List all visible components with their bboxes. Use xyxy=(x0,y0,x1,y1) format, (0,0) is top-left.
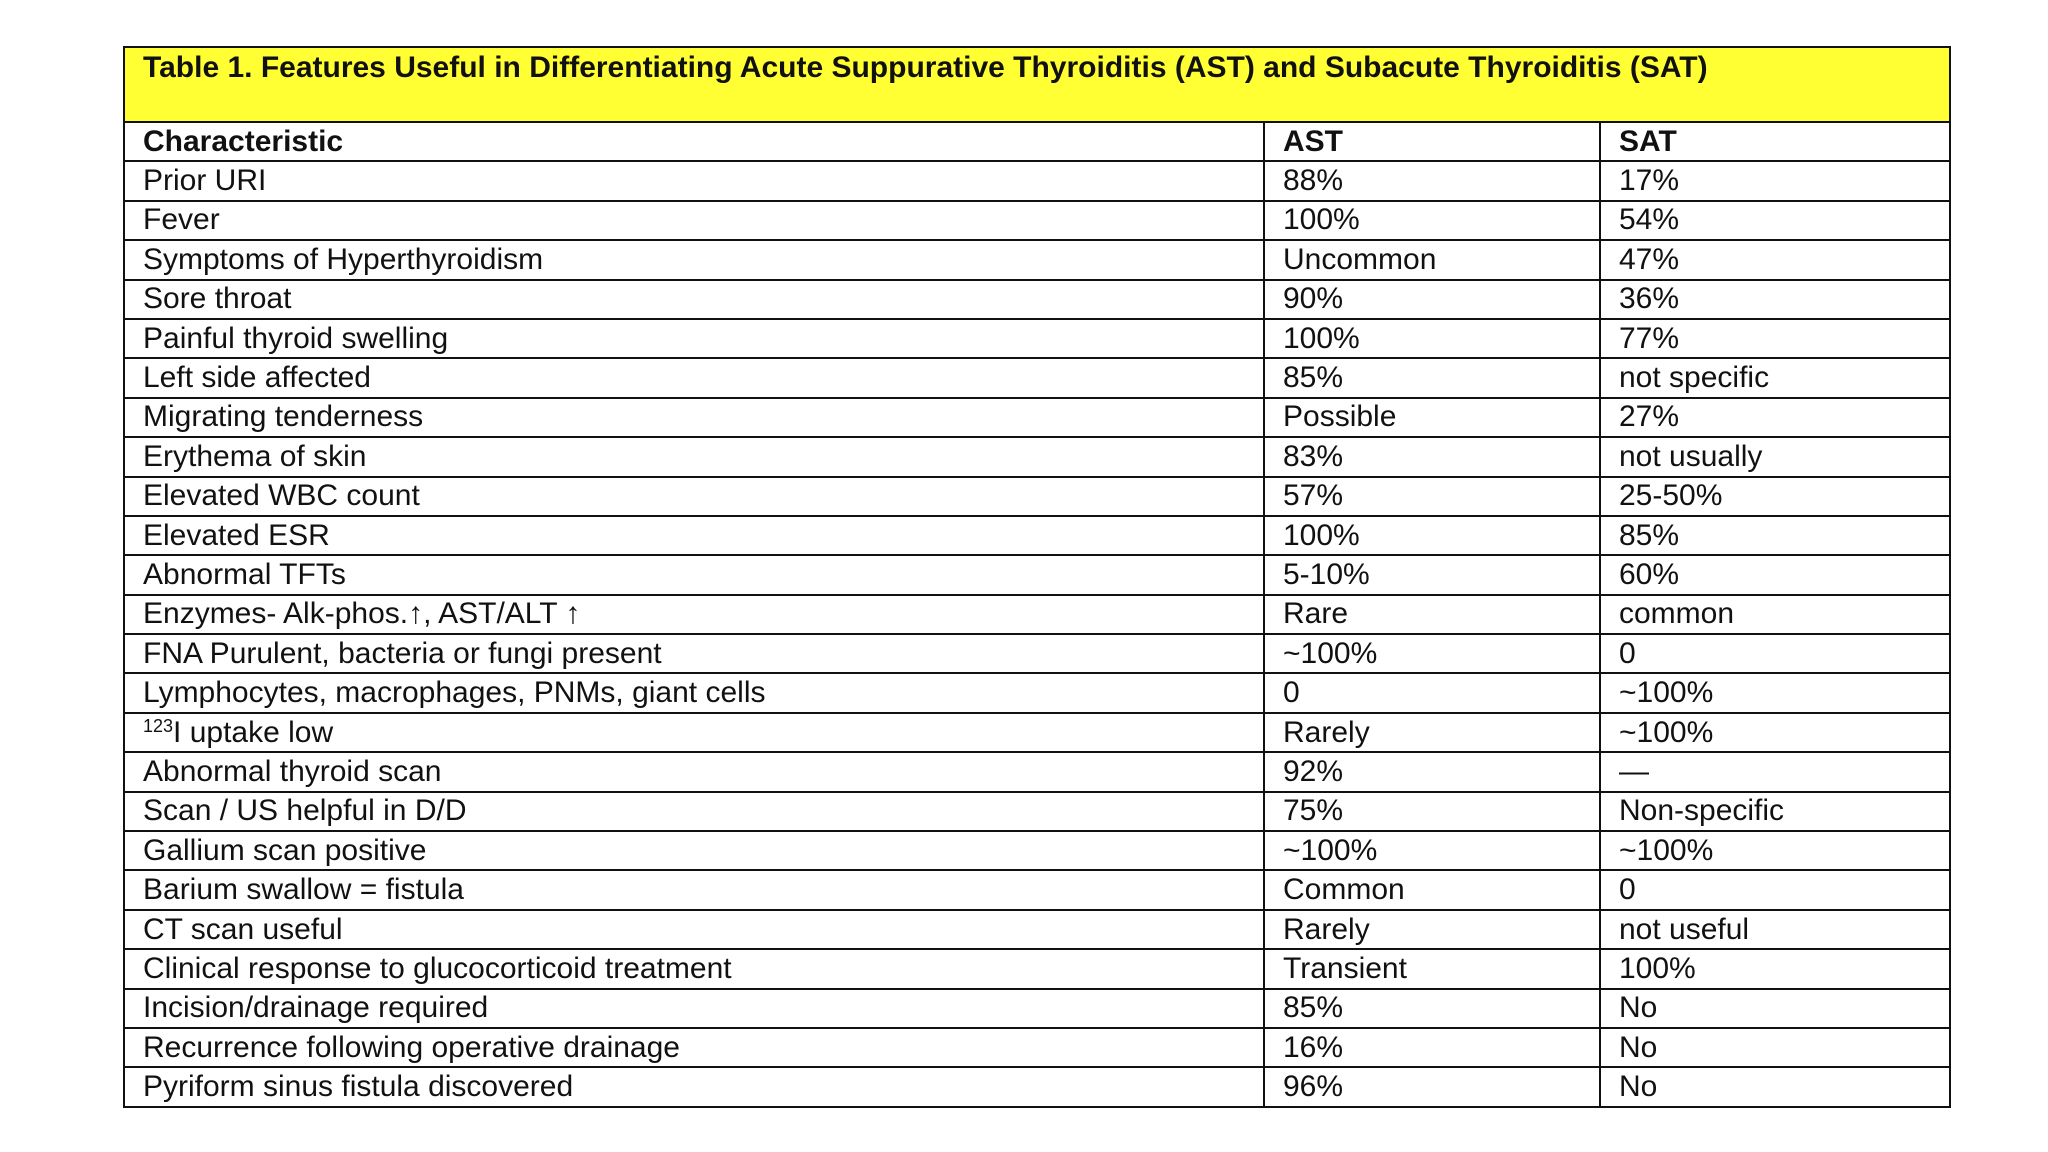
sat-cell: 0 xyxy=(1600,634,1950,673)
table-row xyxy=(124,477,1950,516)
table-row xyxy=(124,989,1950,1028)
table-row xyxy=(124,398,1950,437)
ast-cell: 100% xyxy=(1264,201,1600,240)
table-row xyxy=(124,713,1950,752)
characteristic-cell: Elevated ESR xyxy=(124,516,1264,555)
table-row xyxy=(124,870,1950,909)
table-row xyxy=(124,752,1950,791)
characteristic-cell: Lymphocytes, macrophages, PNMs, giant cells xyxy=(124,673,1264,712)
table-row xyxy=(124,949,1950,988)
table-row xyxy=(124,831,1950,870)
sat-cell: 17% xyxy=(1600,161,1950,200)
ast-cell: Rarely xyxy=(1264,910,1600,949)
ast-cell: Rare xyxy=(1264,595,1600,634)
table-row xyxy=(124,161,1950,200)
table-row xyxy=(124,358,1950,397)
sat-cell: 36% xyxy=(1600,280,1950,319)
ast-cell: 16% xyxy=(1264,1028,1600,1067)
header-characteristic: Characteristic xyxy=(124,122,1264,161)
sat-cell: Non-specific xyxy=(1600,792,1950,831)
header-ast: AST xyxy=(1264,122,1600,161)
sat-cell: not usually xyxy=(1600,437,1950,476)
sat-cell: ~100% xyxy=(1600,713,1950,752)
table-row xyxy=(124,555,1950,594)
sat-cell: 47% xyxy=(1600,240,1950,279)
table-row xyxy=(124,280,1950,319)
table-row xyxy=(124,1028,1950,1067)
sat-cell: No xyxy=(1600,1067,1950,1106)
characteristic-cell: Prior URI xyxy=(124,161,1264,200)
characteristic-cell: Scan / US helpful in D/D xyxy=(124,792,1264,831)
table-caption: Table 1. Features Useful in Differentiating Acute Suppurative Thyroiditis (AST) and Subacute Thyroiditis (SAT) xyxy=(124,47,1950,122)
table-row xyxy=(124,595,1950,634)
header-sat: SAT xyxy=(1600,122,1950,161)
characteristic-cell: Migrating tenderness xyxy=(124,398,1264,437)
sat-cell: 0 xyxy=(1600,870,1950,909)
characteristic-cell: Left side affected xyxy=(124,358,1264,397)
table-row xyxy=(124,673,1950,712)
sat-cell: — xyxy=(1600,752,1950,791)
characteristic-cell: Enzymes- Alk-phos.↑, AST/ALT ↑ xyxy=(124,595,1264,634)
ast-cell: 100% xyxy=(1264,516,1600,555)
sat-cell: 25-50% xyxy=(1600,477,1950,516)
characteristic-cell: Incision/drainage required xyxy=(124,989,1264,1028)
sat-cell: ~100% xyxy=(1600,673,1950,712)
characteristic-cell: Abnormal TFTs xyxy=(124,555,1264,594)
table-row xyxy=(124,201,1950,240)
characteristic-cell: Recurrence following operative drainage xyxy=(124,1028,1264,1067)
ast-cell: 57% xyxy=(1264,477,1600,516)
ast-cell: ~100% xyxy=(1264,634,1600,673)
sat-cell: 60% xyxy=(1600,555,1950,594)
sat-cell: not specific xyxy=(1600,358,1950,397)
ast-cell: Rarely xyxy=(1264,713,1600,752)
characteristic-cell: Barium swallow = fistula xyxy=(124,870,1264,909)
ast-cell: 96% xyxy=(1264,1067,1600,1106)
ast-cell: 100% xyxy=(1264,319,1600,358)
ast-cell: Uncommon xyxy=(1264,240,1600,279)
table-row xyxy=(124,792,1950,831)
characteristic-cell: Pyriform sinus fistula discovered xyxy=(124,1067,1264,1106)
characteristic-cell: Clinical response to glucocorticoid treatment xyxy=(124,949,1264,988)
features-table-container xyxy=(123,46,1949,1108)
characteristic-cell: $^{123}$I uptake low xyxy=(124,713,1264,752)
characteristic-cell: Erythema of skin xyxy=(124,437,1264,476)
characteristic-cell: FNA Purulent, bacteria or fungi present xyxy=(124,634,1264,673)
ast-cell: Common xyxy=(1264,870,1600,909)
characteristic-cell: Fever xyxy=(124,201,1264,240)
sat-cell: 85% xyxy=(1600,516,1950,555)
ast-cell: 88% xyxy=(1264,161,1600,200)
characteristic-cell: Symptoms of Hyperthyroidism xyxy=(124,240,1264,279)
characteristic-cell: Elevated WBC count xyxy=(124,477,1264,516)
table-row xyxy=(124,437,1950,476)
table-row xyxy=(124,1067,1950,1106)
sat-cell: No xyxy=(1600,989,1950,1028)
table-row xyxy=(124,240,1950,279)
ast-cell: ~100% xyxy=(1264,831,1600,870)
isotope-superscript: 123 xyxy=(143,715,174,736)
ast-cell: 83% xyxy=(1264,437,1600,476)
features-table xyxy=(123,46,1951,1108)
table-row xyxy=(124,634,1950,673)
sat-cell: not useful xyxy=(1600,910,1950,949)
table-row xyxy=(124,910,1950,949)
ast-cell: 85% xyxy=(1264,358,1600,397)
sat-cell: ~100% xyxy=(1600,831,1950,870)
ast-cell: Transient xyxy=(1264,949,1600,988)
ast-cell: Possible xyxy=(1264,398,1600,437)
ast-cell: 75% xyxy=(1264,792,1600,831)
characteristic-cell: Sore throat xyxy=(124,280,1264,319)
sat-cell: 54% xyxy=(1600,201,1950,240)
table-row xyxy=(124,516,1950,555)
caption-row xyxy=(124,47,1950,122)
sat-cell: common xyxy=(1600,595,1950,634)
characteristic-cell: Abnormal thyroid scan xyxy=(124,752,1264,791)
characteristic-cell: CT scan useful xyxy=(124,910,1264,949)
characteristic-cell: Painful thyroid swelling xyxy=(124,319,1264,358)
ast-cell: 5-10% xyxy=(1264,555,1600,594)
sat-cell: 100% xyxy=(1600,949,1950,988)
table-row xyxy=(124,319,1950,358)
sat-cell: 77% xyxy=(1600,319,1950,358)
ast-cell: 90% xyxy=(1264,280,1600,319)
ast-cell: 92% xyxy=(1264,752,1600,791)
ast-cell: 85% xyxy=(1264,989,1600,1028)
sat-cell: 27% xyxy=(1600,398,1950,437)
characteristic-cell: Gallium scan positive xyxy=(124,831,1264,870)
header-row xyxy=(124,122,1950,161)
sat-cell: No xyxy=(1600,1028,1950,1067)
ast-cell: 0 xyxy=(1264,673,1600,712)
